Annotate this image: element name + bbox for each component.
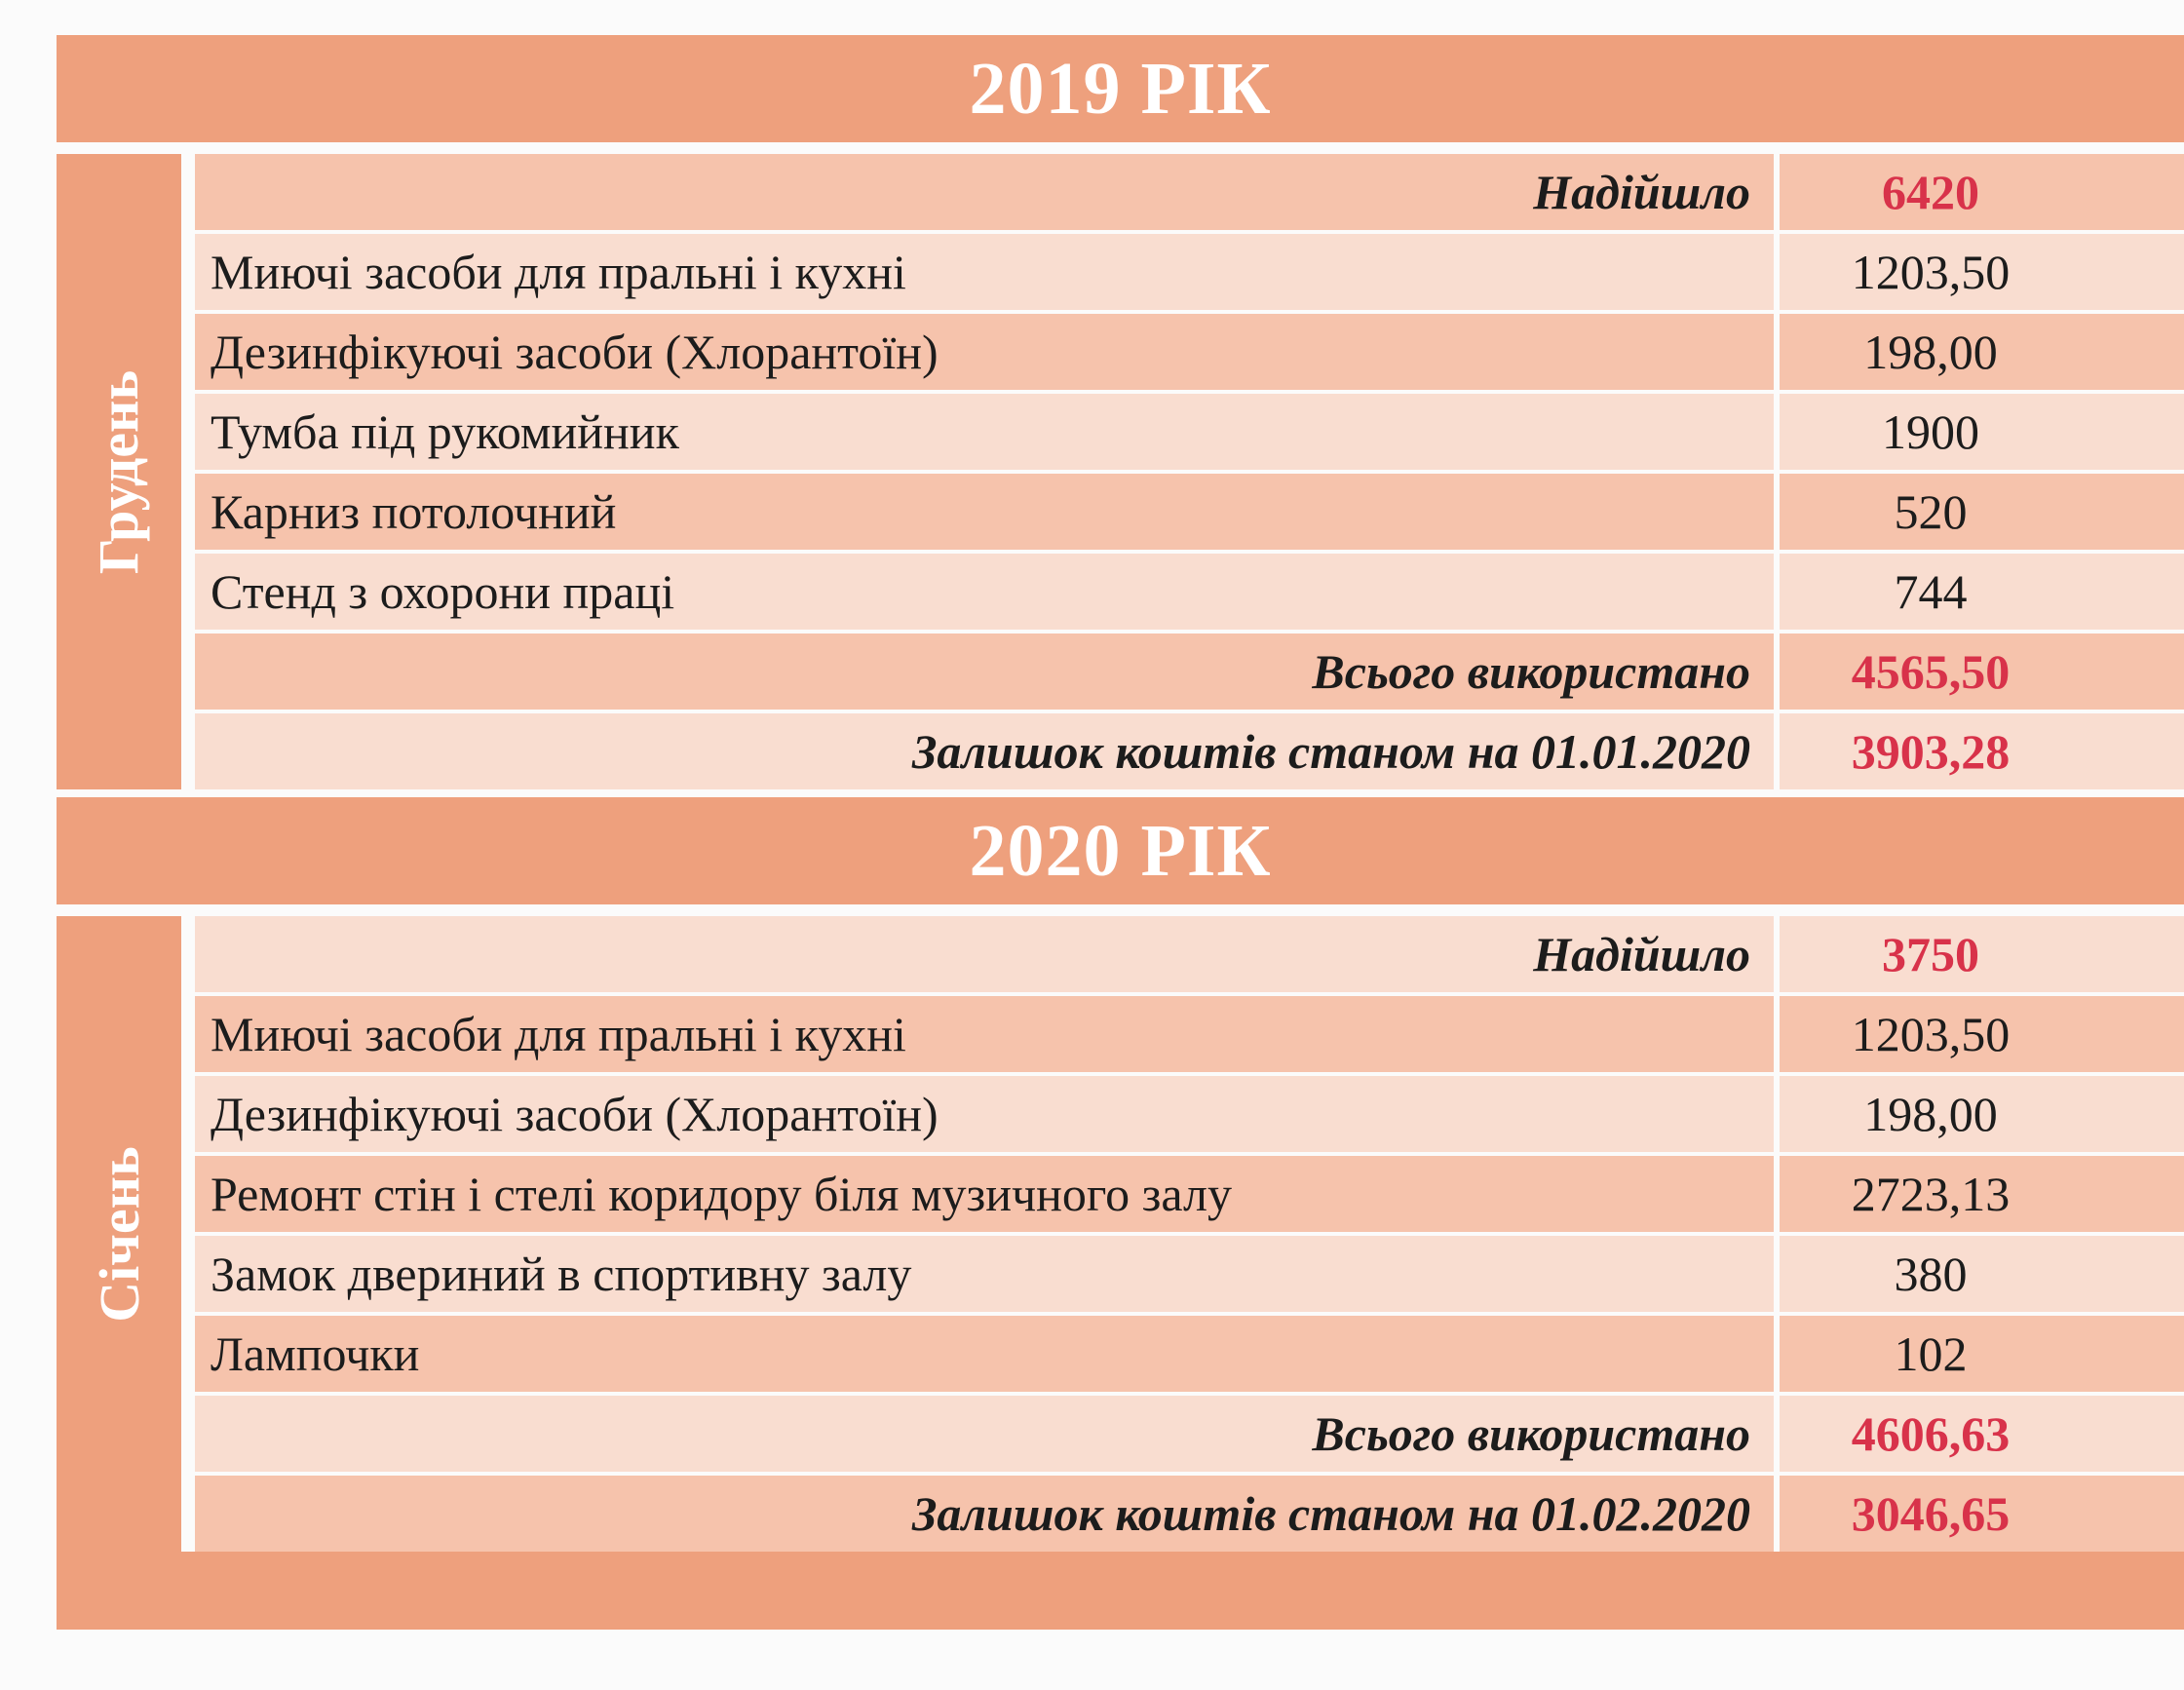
- item-amount-cell: [1780, 554, 2184, 630]
- item-amount: 1203,50: [1851, 1007, 2011, 1061]
- used-total-value-cell: [1780, 1396, 2184, 1472]
- item-name: Замок двериний в спортивну залу: [195, 1236, 1774, 1312]
- month-label: Грудень: [87, 369, 151, 574]
- received-label: Надійшло: [195, 154, 1774, 230]
- used-total-value: 4565,50: [1851, 644, 2011, 699]
- item-name: Дезинфікуючі засоби (Хлорантоїн): [195, 1076, 1774, 1152]
- used-total-value-cell: [1780, 634, 2184, 710]
- month-section-january: [57, 916, 2184, 1552]
- received-value: 6420: [1882, 165, 1979, 219]
- item-amount-cell: [1780, 1236, 2184, 1312]
- table-row: [195, 314, 2184, 390]
- month-section-december: [57, 154, 2184, 789]
- received-value: 3750: [1882, 927, 1979, 981]
- used-total-label: Всього використано: [195, 634, 1774, 710]
- used-total-value: 4606,63: [1851, 1406, 2011, 1461]
- used-total-label: Всього використано: [195, 1396, 1774, 1472]
- item-amount: 520: [1894, 484, 1968, 539]
- item-amount-cell: [1780, 474, 2184, 550]
- item-name: Стенд з охорони праці: [195, 554, 1774, 630]
- table-row: [195, 996, 2184, 1072]
- item-amount: 380: [1894, 1247, 1968, 1301]
- balance-row: [195, 713, 2184, 789]
- item-amount: 102: [1894, 1326, 1968, 1381]
- section-rows: [195, 916, 2184, 1552]
- year-header-2019: [57, 35, 2184, 142]
- item-name: Карниз потолочний: [195, 474, 1774, 550]
- table-row: [195, 1156, 2184, 1232]
- item-amount-cell: [1780, 234, 2184, 310]
- expense-report: [57, 35, 2184, 1630]
- table-row: [195, 394, 2184, 470]
- balance-value-cell: [1780, 1476, 2184, 1552]
- table-row: [195, 1236, 2184, 1312]
- received-row: [195, 154, 2184, 230]
- received-value-cell: [1780, 154, 2184, 230]
- used-total-row: [195, 1396, 2184, 1472]
- item-amount-cell: [1780, 1316, 2184, 1392]
- received-row: [195, 916, 2184, 992]
- balance-value: 3903,28: [1851, 724, 2011, 779]
- divider: [57, 904, 2184, 916]
- item-amount: 198,00: [1863, 1087, 1998, 1141]
- received-label: Надійшло: [195, 916, 1774, 992]
- section-rows: [195, 154, 2184, 789]
- item-name: Ремонт стін і стелі коридору біля музичного залу: [195, 1156, 1774, 1232]
- table-row: [195, 474, 2184, 550]
- table-row: [195, 554, 2184, 630]
- item-amount: 198,00: [1863, 325, 1998, 379]
- year-title: 2020 РІК: [969, 809, 1272, 892]
- balance-label: Залишок коштів станом на 01.01.2020: [195, 713, 1774, 789]
- item-name: Миючі засоби для пральні і кухні: [195, 234, 1774, 310]
- footer-band: [57, 1552, 2184, 1630]
- item-amount-cell: [1780, 1076, 2184, 1152]
- item-amount-cell: [1780, 394, 2184, 470]
- table-row: [195, 1316, 2184, 1392]
- month-label-cell: [57, 154, 181, 789]
- received-value-cell: [1780, 916, 2184, 992]
- item-amount-cell: [1780, 314, 2184, 390]
- year-title: 2019 РІК: [969, 47, 1272, 130]
- month-label-cell: [57, 916, 181, 1552]
- item-amount: 1203,50: [1851, 245, 2011, 299]
- balance-label: Залишок коштів станом на 01.02.2020: [195, 1476, 1774, 1552]
- item-amount-cell: [1780, 996, 2184, 1072]
- item-amount-cell: [1780, 1156, 2184, 1232]
- balance-row: [195, 1476, 2184, 1552]
- item-name: Дезинфікуючі засоби (Хлорантоїн): [195, 314, 1774, 390]
- item-name: Миючі засоби для пральні і кухні: [195, 996, 1774, 1072]
- used-total-row: [195, 634, 2184, 710]
- table-row: [195, 1076, 2184, 1152]
- divider: [57, 789, 2184, 797]
- item-amount: 2723,13: [1851, 1167, 2011, 1221]
- item-amount: 1900: [1882, 404, 1979, 459]
- year-header-2020: [57, 797, 2184, 904]
- item-name: Лампочки: [195, 1316, 1774, 1392]
- balance-value: 3046,65: [1851, 1486, 2011, 1541]
- month-label: Січень: [87, 1145, 151, 1323]
- item-name: Тумба під рукомийник: [195, 394, 1774, 470]
- table-row: [195, 234, 2184, 310]
- balance-value-cell: [1780, 713, 2184, 789]
- item-amount: 744: [1894, 564, 1968, 619]
- divider: [57, 142, 2184, 154]
